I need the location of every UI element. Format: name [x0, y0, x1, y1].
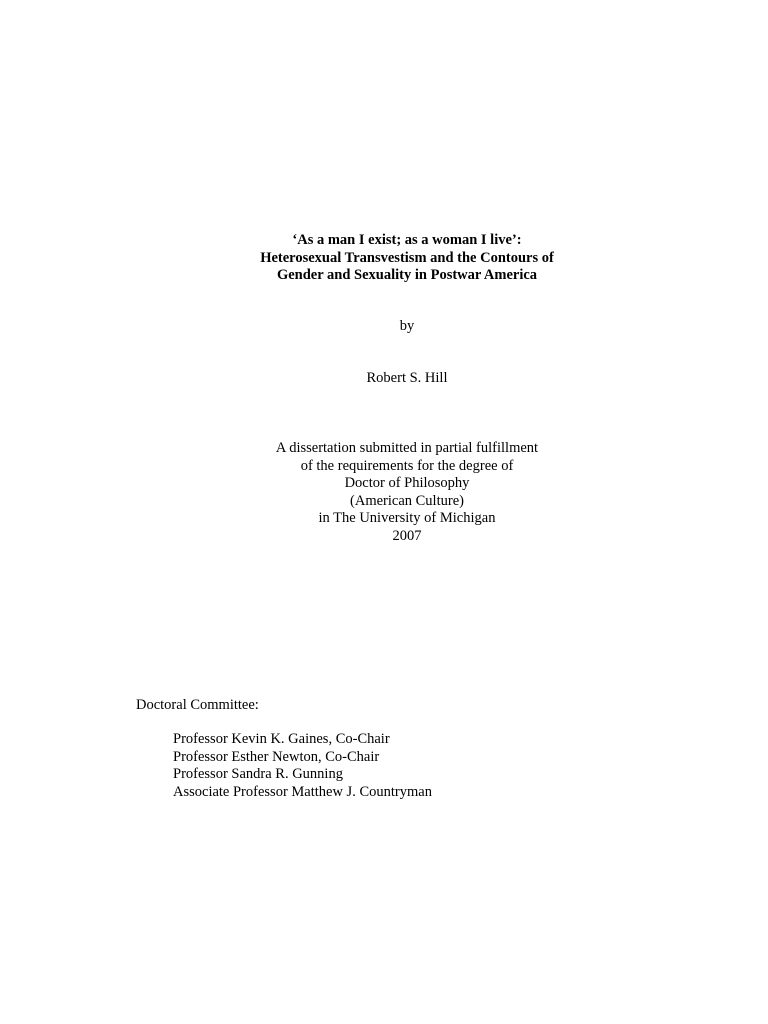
- by-label: by: [399, 318, 415, 334]
- committee-member: Professor Sandra R. Gunning: [173, 766, 343, 782]
- title-line: Gender and Sexuality in Postwar America: [276, 267, 538, 283]
- committee-heading: Doctoral Committee:: [136, 697, 259, 713]
- title-line: ‘As a man I exist; as a woman I live’:: [292, 232, 522, 248]
- committee-member: Professor Kevin K. Gaines, Co-Chair: [173, 731, 390, 747]
- committee-member: Associate Professor Matthew J. Countryman: [173, 783, 432, 800]
- statement-line: of the requirements for the degree of: [300, 457, 514, 474]
- degree-statement: [0, 440, 768, 545]
- statement-line: A dissertation submitted in partial fulfillment: [275, 440, 539, 456]
- statement-line: 2007: [392, 527, 422, 544]
- title-line: Heterosexual Transvestism and the Contours of: [260, 249, 554, 266]
- committee-list: [173, 731, 432, 801]
- statement-line: in The University of Michigan: [318, 510, 496, 526]
- author-name: Robert S. Hill: [366, 370, 448, 386]
- dissertation-title: [0, 232, 768, 285]
- statement-line: (American Culture): [350, 492, 464, 509]
- committee-member: Professor Esther Newton, Co-Chair: [173, 748, 380, 765]
- statement-line: Doctor of Philosophy: [344, 475, 470, 491]
